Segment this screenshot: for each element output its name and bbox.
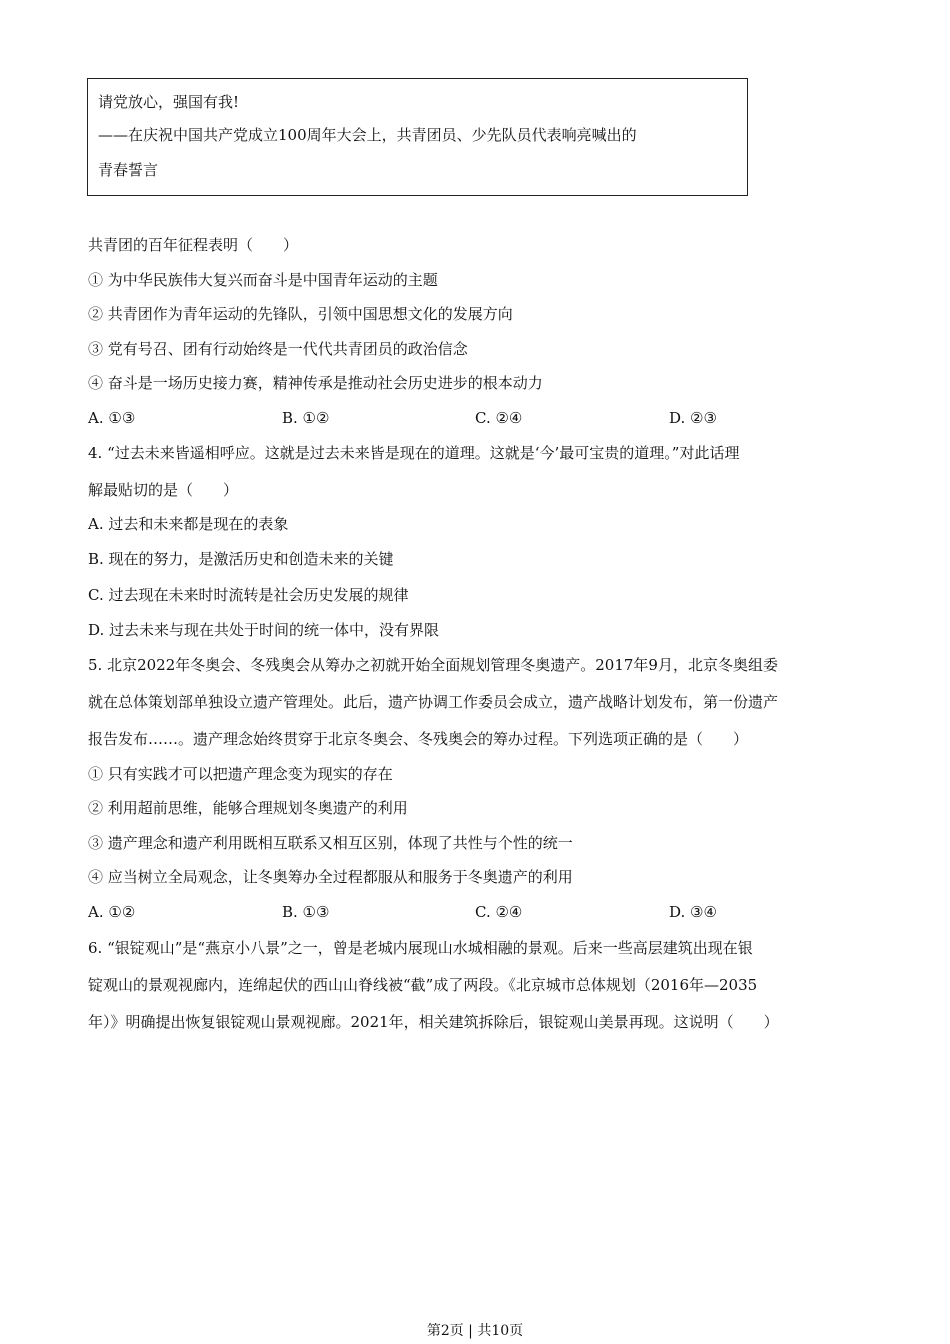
page-number-footer: 第2页 | 共10页 — [426, 1323, 524, 1339]
q4-option-d: D. 过去未来与现在共处于时间的统一体中，没有界限 — [88, 621, 440, 639]
q5-stem-line-3: 报告发布……。遗产理念始终贯穿于北京冬奥会、冬残奥会的筹办过程。下列选项正确的是（ ） — [88, 730, 749, 748]
q5-option-d: D. ③④ — [669, 903, 717, 921]
q4-option-b: B. 现在的努力，是激活历史和创造未来的关键 — [88, 550, 394, 568]
q5-stem-line-1: 5. 北京2022年冬奥会、冬残奥会从筹办之初就开始全面规划管理冬奥遗产。2017年9月，北京冬奥组委 — [88, 656, 778, 674]
q5-option-c: C. ②④ — [475, 903, 523, 921]
q5-statement-4: ④ 应当树立全局观念，让冬奥筹办全过程都服从和服务于冬奥遗产的利用 — [88, 868, 573, 886]
q5-option-a: A. ①② — [88, 903, 136, 921]
q5-statement-3: ③ 遗产理念和遗产利用既相互联系又相互区别，体现了共性与个性的统一 — [88, 834, 573, 852]
q3-option-a: A. ①③ — [88, 409, 136, 427]
quote-line-2: ——在庆祝中国共产党成立100周年大会上，共青团员、少先队员代表响亮喊出的 — [98, 126, 637, 144]
q5-option-b: B. ①③ — [282, 903, 330, 921]
q3-option-b: B. ①② — [282, 409, 330, 427]
quote-line-3: 青春誓言 — [98, 161, 159, 179]
q3-statement-3: ③ 党有号召、团有行动始终是一代代共青团员的政治信念 — [88, 340, 468, 358]
q3-option-d: D. ②③ — [669, 409, 717, 427]
q4-option-c: C. 过去现在未来时时流转是社会历史发展的规律 — [88, 586, 409, 604]
q3-statement-1: ① 为中华民族伟大复兴而奋斗是中国青年运动的主题 — [88, 271, 438, 289]
q6-stem-line-2: 锭观山的景观视廊内，连绵起伏的西山山脊线被“截”成了两段。《北京城市总体规划（2016年—2035 — [88, 976, 758, 994]
q4-stem-line-1: 4. “过去未来皆遥相呼应。这就是过去未来皆是现在的道理。这就是‘今’最可宝贵的道理。”对此话理 — [88, 444, 740, 462]
q3-statement-2: ② 共青团作为青年运动的先锋队，引领中国思想文化的发展方向 — [88, 305, 513, 323]
quote-box — [87, 78, 748, 196]
q3-statement-4: ④ 奋斗是一场历史接力赛，精神传承是推动社会历史进步的根本动力 — [88, 374, 543, 392]
q6-stem-line-1: 6. “银锭观山”是“燕京小八景”之一，曾是老城内展现山水城相融的景观。后来一些高层建筑出现在银 — [88, 939, 753, 957]
q4-option-a: A. 过去和未来都是现在的表象 — [88, 515, 289, 533]
quote-line-1: 请党放心，强国有我! — [98, 93, 240, 111]
q5-stem-line-2: 就在总体策划部单独设立遗产管理处。此后，遗产协调工作委员会成立，遗产战略计划发布，第一份遗产 — [88, 693, 779, 711]
q6-stem-line-3: 年）》明确提出恢复银锭观山景观视廊。2021年，相关建筑拆除后，银锭观山美景再现。这说明（ ） — [88, 1013, 779, 1031]
q5-statement-2: ② 利用超前思维，能够合理规划冬奥遗产的利用 — [88, 799, 408, 817]
q4-stem-line-2: 解最贴切的是（ ） — [88, 481, 239, 499]
q5-statement-1: ① 只有实践才可以把遗产理念变为现实的存在 — [88, 765, 393, 783]
q3-stem: 共青团的百年征程表明（ ） — [88, 236, 299, 254]
q3-option-c: C. ②④ — [475, 409, 523, 427]
